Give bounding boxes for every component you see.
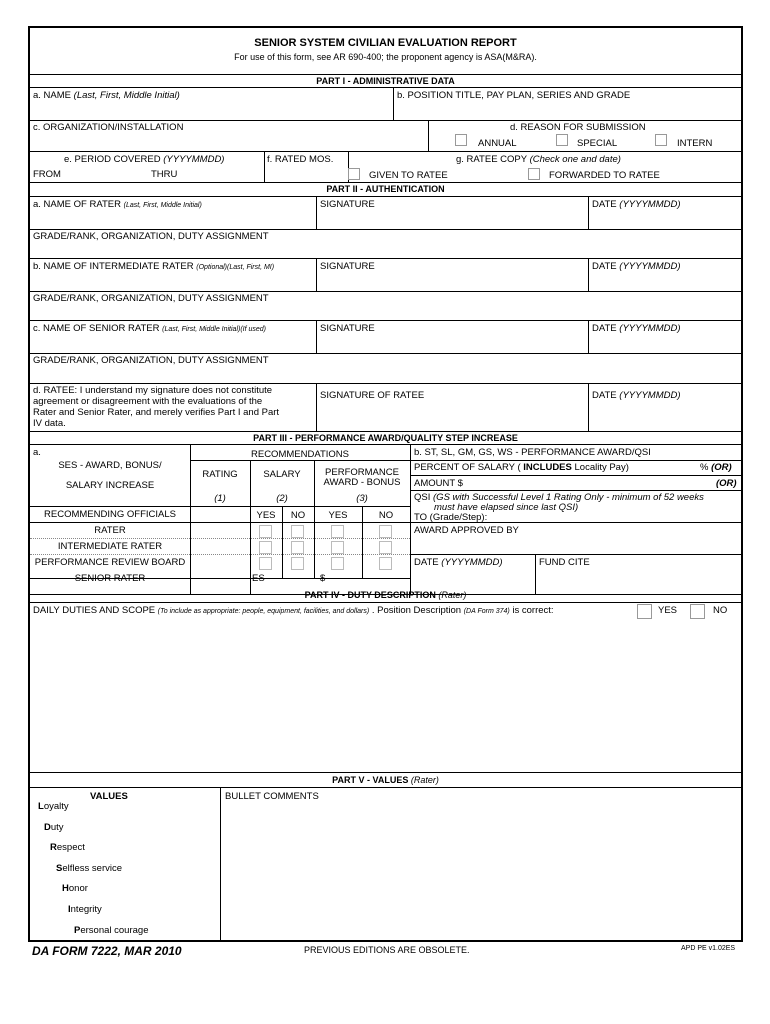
part4-heading: PART IV - DUTY DESCRIPTION (Rater) xyxy=(304,590,467,600)
salary-no-label: NO xyxy=(290,510,306,521)
rater-grade-label: GRADE/RANK, ORGANIZATION, DUTY ASSIGNMENT xyxy=(33,231,269,242)
forwarded-checkbox[interactable] xyxy=(528,168,540,180)
rating-label: RATING xyxy=(202,469,238,480)
bullet-comments-heading: BULLET COMMENTS xyxy=(225,791,319,802)
senior-signature-label: SIGNATURE xyxy=(320,323,375,334)
ses-award-line2: SALARY INCREASE xyxy=(65,480,155,491)
qsi-hint-line2: must have elapsed since last QSI) xyxy=(434,502,579,513)
ses-award-line1: SES - AWARD, BONUS/ xyxy=(58,460,162,471)
intermediate-perf-yes-checkbox[interactable] xyxy=(331,541,344,554)
value-item: Duty xyxy=(44,821,64,833)
value-item: Respect xyxy=(50,842,85,854)
percent-sign: % (OR) xyxy=(700,462,732,473)
prb-perf-no-checkbox[interactable] xyxy=(379,557,392,570)
intern-checkbox[interactable] xyxy=(655,134,667,146)
st-sl-label: b. ST, SL, GM, GS, WS - PERFORMANCE AWARD/QSI xyxy=(414,447,651,458)
col-2-label: (2) xyxy=(276,493,288,504)
senior-date-label: DATE (YYYYMMDD) xyxy=(592,323,681,334)
rater-salary-no-checkbox[interactable] xyxy=(291,525,304,538)
given-checkbox[interactable] xyxy=(348,168,360,180)
rater-perf-yes-checkbox[interactable] xyxy=(331,525,344,538)
perf-award-line1: PERFORMANCE xyxy=(325,467,399,478)
value-item: Personal courage xyxy=(74,924,149,936)
position-yes-checkbox[interactable] xyxy=(637,604,652,619)
apd-version: APD PE v1.02ES xyxy=(681,945,736,952)
position-no-checkbox[interactable] xyxy=(690,604,705,619)
reason-label: d. REASON FOR SUBMISSION xyxy=(510,122,646,133)
intermediate-grade-label: GRADE/RANK, ORGANIZATION, DUTY ASSIGNMENT xyxy=(33,293,269,304)
intermediate-perf-no-checkbox[interactable] xyxy=(379,541,392,554)
perf-no-label: NO xyxy=(378,510,394,521)
recommending-officials-label: RECOMMENDING OFFICIALS xyxy=(44,509,176,520)
rater-signature-label: SIGNATURE xyxy=(320,199,375,210)
part5-heading: PART V - VALUES (Rater) xyxy=(332,775,439,785)
position-no-label: NO xyxy=(713,605,728,616)
special-checkbox[interactable] xyxy=(556,134,568,146)
prb-salary-yes-checkbox[interactable] xyxy=(259,557,272,570)
part3-a-label: a. xyxy=(33,447,41,458)
value-item: Integrity xyxy=(68,904,102,915)
salary-label: SALARY xyxy=(263,469,301,480)
ratee-statement-line3: Rater and Senior Rater, and merely verifies Part I and Part xyxy=(33,407,280,418)
form-id: DA FORM 7222, MAR 2010 xyxy=(32,944,182,958)
daily-duties-label: DAILY DUTIES AND SCOPE (To include as appropriate: people, equipment, facilities, and dollars) . Position Description (DA Form 374) is correct: xyxy=(33,605,554,616)
org-label: c. ORGANIZATION/INSTALLATION xyxy=(33,122,184,133)
rater-date-label: DATE (YYYYMMDD) xyxy=(592,199,681,210)
ratee-signature-label: SIGNATURE OF RATEE xyxy=(320,390,425,401)
intermediate-row-label: INTERMEDIATE RATER xyxy=(57,541,163,552)
qsi-label: QSI (GS with Successful Level 1 Rating Only - minimum of 52 weeks xyxy=(414,492,704,503)
senior-grade-label: GRADE/RANK, ORGANIZATION, DUTY ASSIGNMENT xyxy=(33,355,269,366)
ratee-statement-line4: IV data. xyxy=(33,418,66,429)
part2-heading: PART II - AUTHENTICATION xyxy=(326,184,445,194)
to-grade-label: TO (Grade/Step): xyxy=(414,512,488,523)
dollar-label: $ xyxy=(320,573,326,584)
recommendations-label: RECOMMENDATIONS xyxy=(251,449,349,460)
amount-label: AMOUNT $ xyxy=(414,478,463,489)
annual-label: ANNUAL xyxy=(478,138,517,149)
senior-name-label: c. NAME OF SENIOR RATER (Last, First, Middle Initial)(If used) xyxy=(33,323,267,334)
salary-yes-label: YES xyxy=(256,510,276,521)
forwarded-label: FORWARDED TO RATEE xyxy=(549,170,660,181)
obsolete-notice: PREVIOUS EDITIONS ARE OBSOLETE. xyxy=(304,945,470,955)
annual-checkbox[interactable] xyxy=(455,134,467,146)
rater-perf-no-checkbox[interactable] xyxy=(379,525,392,538)
value-item: Honor xyxy=(62,883,88,895)
ratee-statement-line1: d. RATEE: I understand my signature does not constitute xyxy=(33,385,273,396)
intermediate-name-label: b. NAME OF INTERMEDIATE RATER (Optional)(Last, First, MI) xyxy=(33,261,275,272)
position-yes-label: YES xyxy=(658,605,678,616)
value-item: Selfless service xyxy=(56,862,123,874)
ratee-statement-line2: agreement or disagreement with the evaluations of the xyxy=(33,396,263,407)
award-approved-label: AWARD APPROVED BY xyxy=(414,525,519,536)
value-item: Loyalty xyxy=(38,801,69,812)
position-label: b. POSITION TITLE, PAY PLAN, SERIES AND GRADE xyxy=(397,90,631,101)
perf-award-line2: AWARD - BONUS xyxy=(323,477,401,488)
award-date-label: DATE (YYYYMMDD) xyxy=(414,557,503,568)
form-subtitle: For use of this form, see AR 690-400; the proponent agency is ASA(M&RA). xyxy=(234,52,537,62)
col-1-label: (1) xyxy=(214,493,226,504)
name-label: a. NAME (Last, First, Middle Initial) xyxy=(33,90,180,101)
ratee-date-label: DATE (YYYYMMDD) xyxy=(592,390,681,401)
es-label: ES xyxy=(252,573,265,584)
given-label: GIVEN TO RATEE xyxy=(369,170,448,181)
part1-heading: PART I - ADMINISTRATIVE DATA xyxy=(316,76,455,86)
thru-label: THRU xyxy=(151,169,178,180)
intermediate-signature-label: SIGNATURE xyxy=(320,261,375,272)
perf-yes-label: YES xyxy=(328,510,348,521)
intermediate-salary-yes-checkbox[interactable] xyxy=(259,541,272,554)
form-title: SENIOR SYSTEM CIVILIAN EVALUATION REPORT xyxy=(254,37,517,49)
col-3-label: (3) xyxy=(356,493,368,504)
part3-heading: PART III - PERFORMANCE AWARD/QUALITY STEP INCREASE xyxy=(253,433,518,443)
intermediate-salary-no-checkbox[interactable] xyxy=(291,541,304,554)
intern-label: INTERN xyxy=(677,138,713,149)
ratee-copy-label: g. RATEE COPY (Check one and date) xyxy=(456,154,621,165)
rater-salary-yes-checkbox[interactable] xyxy=(259,525,272,538)
period-label: e. PERIOD COVERED (YYYYMMDD) xyxy=(64,154,225,165)
fund-cite-label: FUND CITE xyxy=(539,557,590,568)
evaluation-form xyxy=(28,26,743,942)
values-heading: VALUES xyxy=(90,791,128,802)
amount-or: (OR) xyxy=(716,478,737,489)
senior-row-label: SENIOR RATER xyxy=(74,573,146,584)
from-label: FROM xyxy=(33,169,61,180)
rated-mos-label: f. RATED MOS. xyxy=(267,154,334,165)
prb-salary-no-checkbox[interactable] xyxy=(291,557,304,570)
special-label: SPECIAL xyxy=(577,138,618,149)
rater-row-label: RATER xyxy=(94,525,126,536)
intermediate-date-label: DATE (YYYYMMDD) xyxy=(592,261,681,272)
rater-name-label: a. NAME OF RATER (Last, First, Middle Initial) xyxy=(33,199,202,210)
percent-of-salary-label: PERCENT OF SALARY ( INCLUDES Locality Pay) xyxy=(414,462,629,473)
prb-perf-yes-checkbox[interactable] xyxy=(331,557,344,570)
prb-row-label: PERFORMANCE REVIEW BOARD xyxy=(34,557,186,568)
